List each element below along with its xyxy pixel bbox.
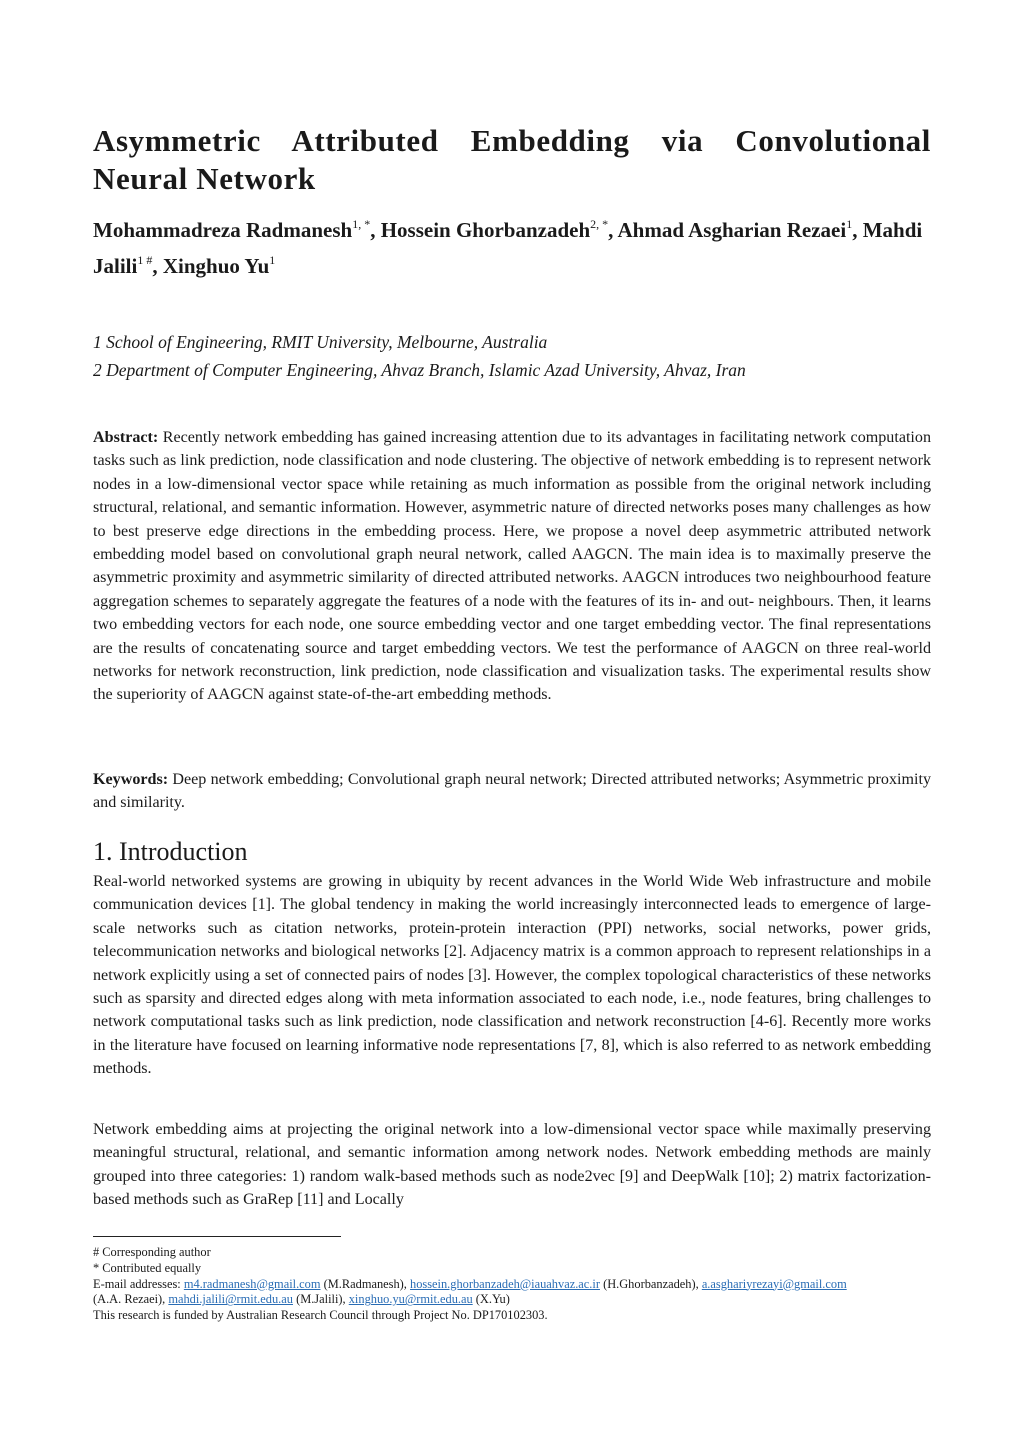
affiliation-list <box>93 328 931 384</box>
abstract-label: Abstract: <box>93 429 159 446</box>
author-separator: , <box>370 218 381 242</box>
author-list <box>93 212 931 284</box>
author-affiliation-marker: 1, * <box>352 217 371 231</box>
footnote-divider <box>93 1236 341 1237</box>
author-name: Hossein Ghorbanzadeh <box>380 218 591 242</box>
email-owner: (M.Jalili), <box>292 1292 349 1307</box>
footnote-corresponding-author: # Corresponding author <box>93 1245 211 1259</box>
author-name: Mohammadreza Radmanesh <box>93 218 353 242</box>
email-link-yu[interactable]: xinghuo.yu@rmit.edu.au <box>348 1292 473 1307</box>
author-separator: , <box>152 254 163 278</box>
email-link-rezaei[interactable]: a.asghariyrezayi@gmail.com <box>701 1276 847 1291</box>
email-owner: (M.Radmanesh), <box>320 1276 410 1291</box>
author-affiliation-marker: 2, * <box>590 217 609 231</box>
email-label: E-mail addresses: <box>93 1276 184 1291</box>
author-name: Mahdi Jalili <box>93 218 923 278</box>
email-link-radmanesh[interactable]: m4.radmanesh@gmail.com <box>183 1276 321 1291</box>
author-name: Ahmad Asgharian Rezaei <box>617 218 847 242</box>
author-affiliation-marker: 1 # <box>137 253 153 267</box>
keywords <box>93 768 931 815</box>
introduction-paragraph-2: Network embedding aims at projecting the original network into a low-dimensional vector space while maximally preserving meaningful structural, relational, and semantic information among network nodes. Network embedding methods are mainly grouped into three categories: 1) random walk-based methods such as node2vec [9] and DeepWalk [10]; 2) matrix factorization-based methods such as GraRep [11] and Locally <box>93 1121 931 1209</box>
footnote-emails-line-1 <box>93 1277 953 1293</box>
author-affiliation-marker: 1 <box>846 217 853 231</box>
affiliation-2: 2 Department of Computer Engineering, Ahvaz Branch, Islamic Azad University, Ahvaz, Iran <box>93 360 746 380</box>
email-owner: (H.Ghorbanzadeh), <box>599 1276 702 1291</box>
author-affiliation-marker: 1 <box>269 253 276 267</box>
author-separator: , <box>852 218 863 242</box>
abstract <box>93 426 931 707</box>
email-link-ghorbanzadeh[interactable]: hossein.ghorbanzadeh@iauahvaz.ac.ir <box>410 1276 600 1291</box>
keywords-label: Keywords: <box>93 771 169 788</box>
email-owner: (X.Yu) <box>472 1292 510 1307</box>
footnote-funding: This research is funded by Australian Research Council through Project No. DP170102303. <box>93 1308 548 1323</box>
email-owner: (A.A. Rezaei), <box>93 1292 169 1307</box>
footnote-equal-contribution: * Contributed equally <box>93 1260 202 1275</box>
abstract-text: Recently network embedding has gained increasing attention due to its advantages in facilitating network computation tasks such as link prediction, node classification and node clustering. The objective of network embedding is to represent network nodes in a low-dimensional vector space while retaining as much information as possible from the original network including structural, relational, and semantic information. However, asymmetric nature of directed networks poses many challenges as how to best preserve edge directions in the embedding process. Here, we propose a novel deep asymmetric attributed network embedding model based on convolutional graph neural network, called AAGCN. The main idea is to maximally preserve the asymmetric proximity and asymmetric similarity of directed attributed networks. AAGCN introduces two neighbourhood feature aggregation schemes to separately aggregate the features of a node with the features of its in- and out- neighbours. Then, it learns two embedding vectors for each node, one source embedding vector and one target embedding vector. The final representations are the results of concatenating source and target embedding vectors. We test the performance of AAGCN on three real-world networks for network reconstruction, link prediction, node classification and visualization tasks. The experimental results show the superiority of AAGCN against state-of-the-art embedding methods. <box>93 429 932 704</box>
keywords-text: Deep network embedding; Convolutional graph neural network; Directed attributed networks; Asymmetric proximity and similarity. <box>93 771 931 812</box>
introduction-paragraph-1: Real-world networked systems are growing in ubiquity by recent advances in the World Wide Web infrastructure and mobile communication devices [1]. The global tendency in making the world increasingly interconnected leads to emergence of large-scale networks such as citation networks, protein-protein interaction (PPI) networks, social networks, power grids, telecommunication networks and biological networks [2]. Adjacency matrix is a common approach to represent relationships in a network explicitly using a set of connected pairs of nodes [3]. However, the complex topological characteristics of these networks such as sparsity and directed edges along with meta information associated to each node, i.e., node features, bring challenges to network computational tasks such as link prediction, node classification and network reconstruction [4-6]. Recently more works in the literature have focused on learning informative node representations [7, 8], which is also referred to as network embedding methods. <box>93 873 931 1078</box>
paper-title: Asymmetric Attributed Embedding via Convolutional Neural Network <box>93 123 931 196</box>
email-link-jalili[interactable]: mahdi.jalili@rmit.edu.au <box>168 1292 293 1307</box>
affiliation-1: 1 School of Engineering, RMIT University, Melbourne, Australia <box>93 332 548 352</box>
section-heading-introduction: 1. Introduction <box>93 837 248 866</box>
footnote-emails-line-2 <box>93 1292 953 1308</box>
footnotes <box>93 1245 953 1324</box>
author-separator: , <box>608 218 618 242</box>
author-name: Xinghuo Yu <box>162 254 270 278</box>
